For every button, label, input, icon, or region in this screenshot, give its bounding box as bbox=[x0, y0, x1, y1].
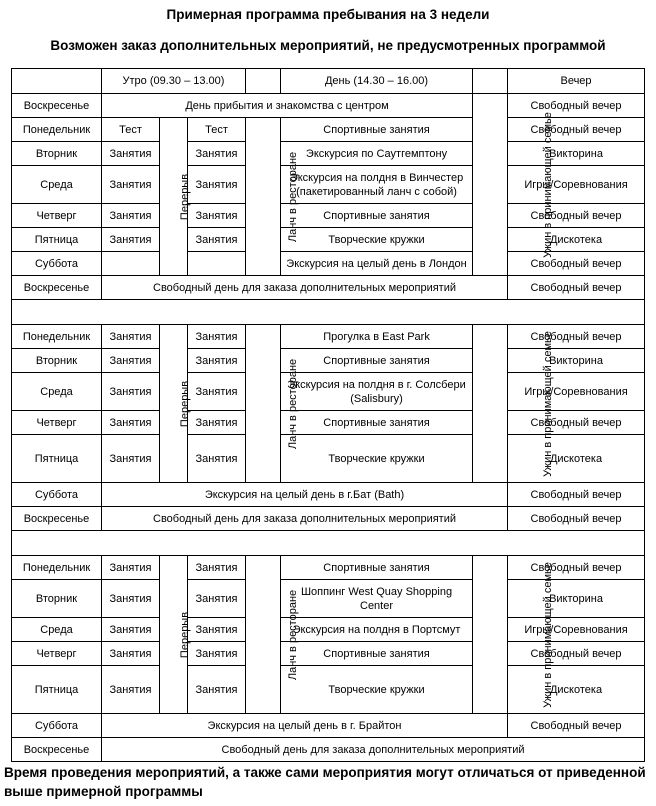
break-label: Перерыв bbox=[179, 611, 192, 658]
evening-cell: Свободный вечер bbox=[508, 642, 645, 666]
activity-cell: Экскурсия на полдня в г. Солсбери (Salisbury) bbox=[281, 373, 473, 411]
evening-cell: Игры/Соревнования bbox=[508, 373, 645, 411]
activity-cell: Спортивные занятия bbox=[281, 411, 473, 435]
break-label: Перерыв bbox=[179, 380, 192, 427]
morning-cell: Занятия bbox=[188, 666, 246, 714]
evening-cell: Викторина bbox=[508, 349, 645, 373]
program-table bbox=[11, 68, 645, 762]
day-cell: Воскресенье bbox=[12, 94, 102, 118]
break-vertical-cell bbox=[160, 325, 192, 483]
evening-cell: Дискотека bbox=[508, 228, 645, 252]
activity-cell: Экскурсия на полдня в Винчестер (пакетированный ланч с собой) bbox=[281, 166, 473, 204]
header-empty-cell bbox=[473, 69, 508, 94]
day-cell: Пятница bbox=[12, 228, 102, 252]
footer-note: Время проведения мероприятий, а также сами мероприятия могут отличаться от приведенной выше примерной программы bbox=[4, 765, 646, 799]
morning-cell: Занятия bbox=[102, 556, 160, 580]
morning-cell: Занятия bbox=[102, 373, 160, 411]
table-row bbox=[12, 325, 645, 349]
morning-cell: Занятия bbox=[188, 411, 246, 435]
header-row bbox=[12, 69, 645, 94]
morning-cell: Занятия bbox=[188, 618, 246, 642]
morning-cell: Занятия bbox=[102, 618, 160, 642]
morning-cell: Занятия bbox=[188, 228, 246, 252]
morning-cell: Тест bbox=[102, 118, 160, 142]
activity-cell: Свободный день для заказа дополнительных мероприятий bbox=[102, 276, 508, 300]
day-cell: Вторник bbox=[12, 349, 102, 373]
table-row bbox=[12, 483, 645, 507]
morning-cell: Занятия bbox=[188, 435, 246, 483]
evening-cell: Свободный вечер bbox=[508, 252, 645, 276]
header-empty-cell bbox=[12, 69, 102, 94]
evening-cell: Игры/Соревнования bbox=[508, 166, 645, 204]
dinner-label: Ужин в принимающей семье bbox=[541, 111, 554, 258]
morning-cell: Занятия bbox=[188, 373, 246, 411]
evening-cell: Свободный вечер bbox=[508, 714, 645, 738]
morning-cell: Занятия bbox=[102, 204, 160, 228]
morning-cell: Занятия bbox=[188, 349, 246, 373]
activity-cell: Спортивные занятия bbox=[281, 204, 473, 228]
page-title: Примерная программа пребывания на 3 недели bbox=[166, 7, 490, 22]
day-cell: Четверг bbox=[12, 642, 102, 666]
activity-cell: Спортивные занятия bbox=[281, 118, 473, 142]
lunch-vertical-cell bbox=[246, 325, 300, 483]
activity-cell: Прогулка в East Park bbox=[281, 325, 473, 349]
activity-cell: Экскурсия на целый день в Лондон bbox=[281, 252, 473, 276]
table-row bbox=[12, 556, 645, 580]
morning-cell bbox=[188, 252, 246, 276]
activity-cell: Спортивные занятия bbox=[281, 642, 473, 666]
morning-cell: Занятия bbox=[102, 666, 160, 714]
evening-cell: Свободный вечер bbox=[508, 411, 645, 435]
evening-cell: Дискотека bbox=[508, 666, 645, 714]
dinner-vertical-cell bbox=[473, 556, 554, 714]
header-evening: Вечер bbox=[508, 69, 645, 94]
morning-cell bbox=[102, 252, 160, 276]
day-cell: Четверг bbox=[12, 411, 102, 435]
day-cell: Среда bbox=[12, 166, 102, 204]
evening-cell: Свободный вечер bbox=[508, 507, 645, 531]
activity-cell: Свободный день для заказа дополнительных мероприятий bbox=[102, 738, 645, 762]
morning-cell: Занятия bbox=[188, 166, 246, 204]
evening-cell: Викторина bbox=[508, 142, 645, 166]
break-label: Перерыв bbox=[179, 173, 192, 220]
break-vertical-cell bbox=[160, 118, 192, 276]
morning-cell: Занятия bbox=[188, 204, 246, 228]
week-separator bbox=[12, 531, 645, 556]
morning-cell: Тест bbox=[188, 118, 246, 142]
morning-cell: Занятия bbox=[102, 142, 160, 166]
lunch-label: Ланч в ресторане bbox=[287, 151, 300, 242]
activity-cell: Спортивные занятия bbox=[281, 349, 473, 373]
day-cell: Вторник bbox=[12, 142, 102, 166]
day-cell: Вторник bbox=[12, 580, 102, 618]
evening-cell: Свободный вечер bbox=[508, 204, 645, 228]
lunch-vertical-cell bbox=[246, 556, 300, 714]
evening-cell: Свободный вечер bbox=[508, 325, 645, 349]
dinner-vertical-cell bbox=[473, 94, 554, 276]
activity-cell: Творческие кружки bbox=[281, 228, 473, 252]
evening-cell: Свободный вечер bbox=[508, 276, 645, 300]
day-cell: Пятница bbox=[12, 666, 102, 714]
dinner-label: Ужин в принимающей семье bbox=[541, 330, 554, 477]
morning-cell: Занятия bbox=[102, 325, 160, 349]
activity-cell: День прибытия и знакомства с центром bbox=[102, 94, 473, 118]
day-cell: Пятница bbox=[12, 435, 102, 483]
day-cell: Воскресенье bbox=[12, 738, 102, 762]
lunch-vertical-cell bbox=[246, 118, 300, 276]
page-subtitle: Возможен заказ дополнительных мероприятий, не предусмотренных программой bbox=[50, 38, 606, 53]
table-row bbox=[12, 507, 645, 531]
activity-cell: Экскурсия на полдня в Портсмут bbox=[281, 618, 473, 642]
morning-cell: Занятия bbox=[188, 142, 246, 166]
day-cell: Суббота bbox=[12, 714, 102, 738]
morning-cell: Занятия bbox=[102, 228, 160, 252]
morning-cell: Занятия bbox=[102, 580, 160, 618]
day-cell: Суббота bbox=[12, 252, 102, 276]
evening-cell: Свободный вечер bbox=[508, 556, 645, 580]
morning-cell: Занятия bbox=[102, 642, 160, 666]
morning-cell: Занятия bbox=[102, 166, 160, 204]
break-vertical-cell bbox=[160, 556, 192, 714]
morning-cell: Занятия bbox=[102, 411, 160, 435]
table-row bbox=[12, 738, 645, 762]
evening-cell: Дискотека bbox=[508, 435, 645, 483]
morning-cell: Занятия bbox=[188, 642, 246, 666]
activity-cell: Спортивные занятия bbox=[281, 556, 473, 580]
day-cell: Суббота bbox=[12, 483, 102, 507]
day-cell: Понедельник bbox=[12, 118, 102, 142]
dinner-vertical-cell bbox=[473, 325, 554, 483]
morning-cell: Занятия bbox=[188, 556, 246, 580]
day-cell: Понедельник bbox=[12, 556, 102, 580]
activity-cell: Экскурсия на целый день в г. Брайтон bbox=[102, 714, 508, 738]
activity-cell: Экскурсия по Саутгемптону bbox=[281, 142, 473, 166]
table-row bbox=[12, 276, 645, 300]
header-day: День (14.30 – 16.00) bbox=[281, 69, 473, 94]
day-cell: Воскресенье bbox=[12, 276, 102, 300]
evening-cell: Свободный вечер bbox=[508, 118, 645, 142]
activity-cell: Творческие кружки bbox=[281, 435, 473, 483]
table-row bbox=[12, 94, 645, 118]
lunch-label: Ланч в ресторане bbox=[287, 589, 300, 680]
activity-cell: Экскурсия на целый день в г.Бат (Bath) bbox=[102, 483, 508, 507]
day-cell: Среда bbox=[12, 373, 102, 411]
morning-cell: Занятия bbox=[188, 580, 246, 618]
evening-cell: Свободный вечер bbox=[508, 94, 645, 118]
evening-cell: Игры/Соревнования bbox=[508, 618, 645, 642]
morning-cell: Занятия bbox=[188, 325, 246, 349]
dinner-label: Ужин в принимающей семье bbox=[541, 561, 554, 708]
evening-cell: Викторина bbox=[508, 580, 645, 618]
morning-cell: Занятия bbox=[102, 435, 160, 483]
header-morning: Утро (09.30 – 13.00) bbox=[102, 69, 246, 94]
activity-cell: Творческие кружки bbox=[281, 666, 473, 714]
activity-cell: Шоппинг West Quay Shopping Center bbox=[281, 580, 473, 618]
day-cell: Понедельник bbox=[12, 325, 102, 349]
day-cell: Среда bbox=[12, 618, 102, 642]
header-empty-cell bbox=[246, 69, 281, 94]
evening-cell: Свободный вечер bbox=[508, 483, 645, 507]
morning-cell: Занятия bbox=[102, 349, 160, 373]
lunch-label: Ланч в ресторане bbox=[287, 358, 300, 449]
day-cell: Воскресенье bbox=[12, 507, 102, 531]
activity-cell: Свободный день для заказа дополнительных мероприятий bbox=[102, 507, 508, 531]
week-separator bbox=[12, 300, 645, 325]
day-cell: Четверг bbox=[12, 204, 102, 228]
table-row bbox=[12, 714, 645, 738]
